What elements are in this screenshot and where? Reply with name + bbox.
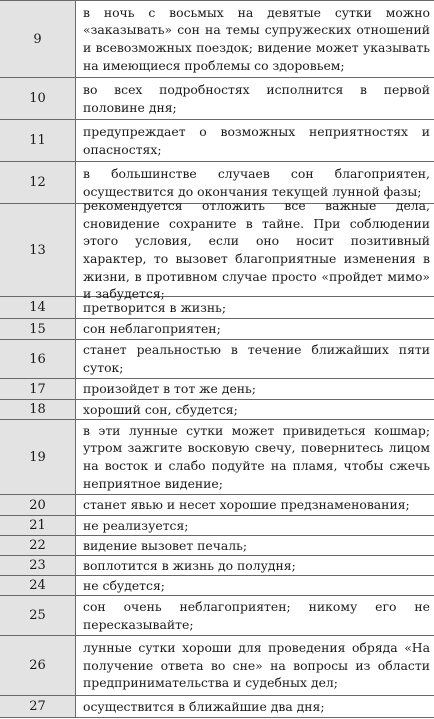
- day-number: 15: [0, 319, 76, 339]
- day-number: 10: [0, 78, 76, 119]
- day-number: 14: [0, 297, 76, 318]
- table-row: [0, 596, 434, 636]
- day-description: [76, 198, 434, 302]
- day-description-text: воплотится в жизнь до полудня;: [83, 557, 296, 573]
- day-description-text: в эти лунные сутки может привидеться кошмар; утром зажгите восковую свечу, повернитесь лицом на восток и слабо подуйте на пламя, чтобы сжечь неприятное видение;: [83, 422, 430, 491]
- day-description: [76, 78, 434, 119]
- day-description-text: произойдет в тот же день;: [83, 381, 256, 397]
- day-description: [76, 495, 434, 515]
- day-number: 22: [0, 536, 76, 555]
- day-description-text: лунные сутки хороши для проведения обряда «На получение ответа во сне» на вопросы из области предпринимательства и судебных дел;: [83, 640, 430, 691]
- day-description-text: не сбудется;: [83, 577, 165, 593]
- day-number: 16: [0, 340, 76, 378]
- table-row: [0, 78, 434, 120]
- day-description-text: видение вызовет печаль;: [83, 537, 248, 553]
- day-description: [76, 536, 434, 555]
- day-description: [76, 556, 434, 575]
- day-description: [76, 636, 434, 695]
- table-row: [0, 379, 434, 400]
- day-description-text: хороший сон, сбудется;: [83, 401, 238, 417]
- table-row: [0, 319, 434, 340]
- day-description-text: рекомендуется отложить все важные дела, сновидение сохраните в тайне. При соблюдении этого условия, если оно носит позитивный характер, то вызовет благоприятные изменения в жизни, в противном случае просто «пройдет мимо» и забудется;: [83, 198, 430, 302]
- day-description-text: в ночь с восьмых на девятые сутки можно «заказывать» сон на темы супружеских отношений и всевозможных поездок; видение может указывать на имеющиеся проблемы со здоровьем;: [83, 4, 430, 73]
- day-description: [76, 379, 434, 399]
- table-row: [0, 576, 434, 596]
- day-description: [76, 297, 434, 318]
- day-number: 18: [0, 400, 76, 419]
- day-description-text: станет явью и несет хорошие предзнаменования;: [83, 497, 410, 513]
- table-row: [0, 556, 434, 576]
- day-number: 26: [0, 636, 76, 695]
- day-description-text: претворится в жизнь;: [83, 299, 227, 315]
- table-row: [0, 636, 434, 696]
- day-description: [76, 319, 434, 339]
- day-description-text: сон очень неблагоприятен; никому его не пересказывайте;: [83, 598, 430, 632]
- day-description: [76, 696, 434, 717]
- day-number: 21: [0, 516, 76, 535]
- table-row: [0, 516, 434, 536]
- table-row: [0, 420, 434, 495]
- day-number: 9: [0, 1, 76, 77]
- day-description-text: в большинстве случаев сон благоприятен, осуществится до окончания текущей лунной фазы;: [83, 165, 430, 199]
- day-number: 23: [0, 556, 76, 575]
- day-description: [76, 576, 434, 595]
- day-description-text: сон неблагоприятен;: [83, 321, 221, 337]
- day-number: 17: [0, 379, 76, 399]
- day-description: [76, 516, 434, 535]
- day-description: [76, 596, 434, 635]
- table-row: [0, 400, 434, 420]
- table-row: [0, 1, 434, 78]
- day-number: 24: [0, 576, 76, 595]
- day-description: [76, 420, 434, 494]
- day-number: 12: [0, 162, 76, 203]
- day-number: 13: [0, 204, 76, 296]
- day-description: [76, 340, 434, 378]
- day-description-text: не реализуется;: [83, 517, 189, 533]
- day-number: 19: [0, 420, 76, 494]
- table-row: [0, 120, 434, 162]
- day-description-text: станет реальностью в течение ближайших пяти суток;: [83, 342, 430, 375]
- day-description-text: во всех подробностях исполнится в первой половине дня;: [83, 81, 430, 115]
- day-description: [76, 1, 434, 77]
- day-number: 25: [0, 596, 76, 635]
- table-row: [0, 536, 434, 556]
- table-row: [0, 495, 434, 516]
- table-row: [0, 297, 434, 319]
- day-number: 27: [0, 696, 76, 717]
- table-row: [0, 696, 434, 718]
- day-number: 20: [0, 495, 76, 515]
- day-description: [76, 120, 434, 161]
- day-description-text: осуществится в ближайшие два дня;: [83, 698, 325, 714]
- day-description-text: предупреждает о возможных неприятностях и опасностях;: [83, 123, 430, 157]
- table-row: [0, 340, 434, 379]
- table-row: [0, 198, 434, 302]
- day-number: 11: [0, 120, 76, 161]
- day-description: [76, 400, 434, 419]
